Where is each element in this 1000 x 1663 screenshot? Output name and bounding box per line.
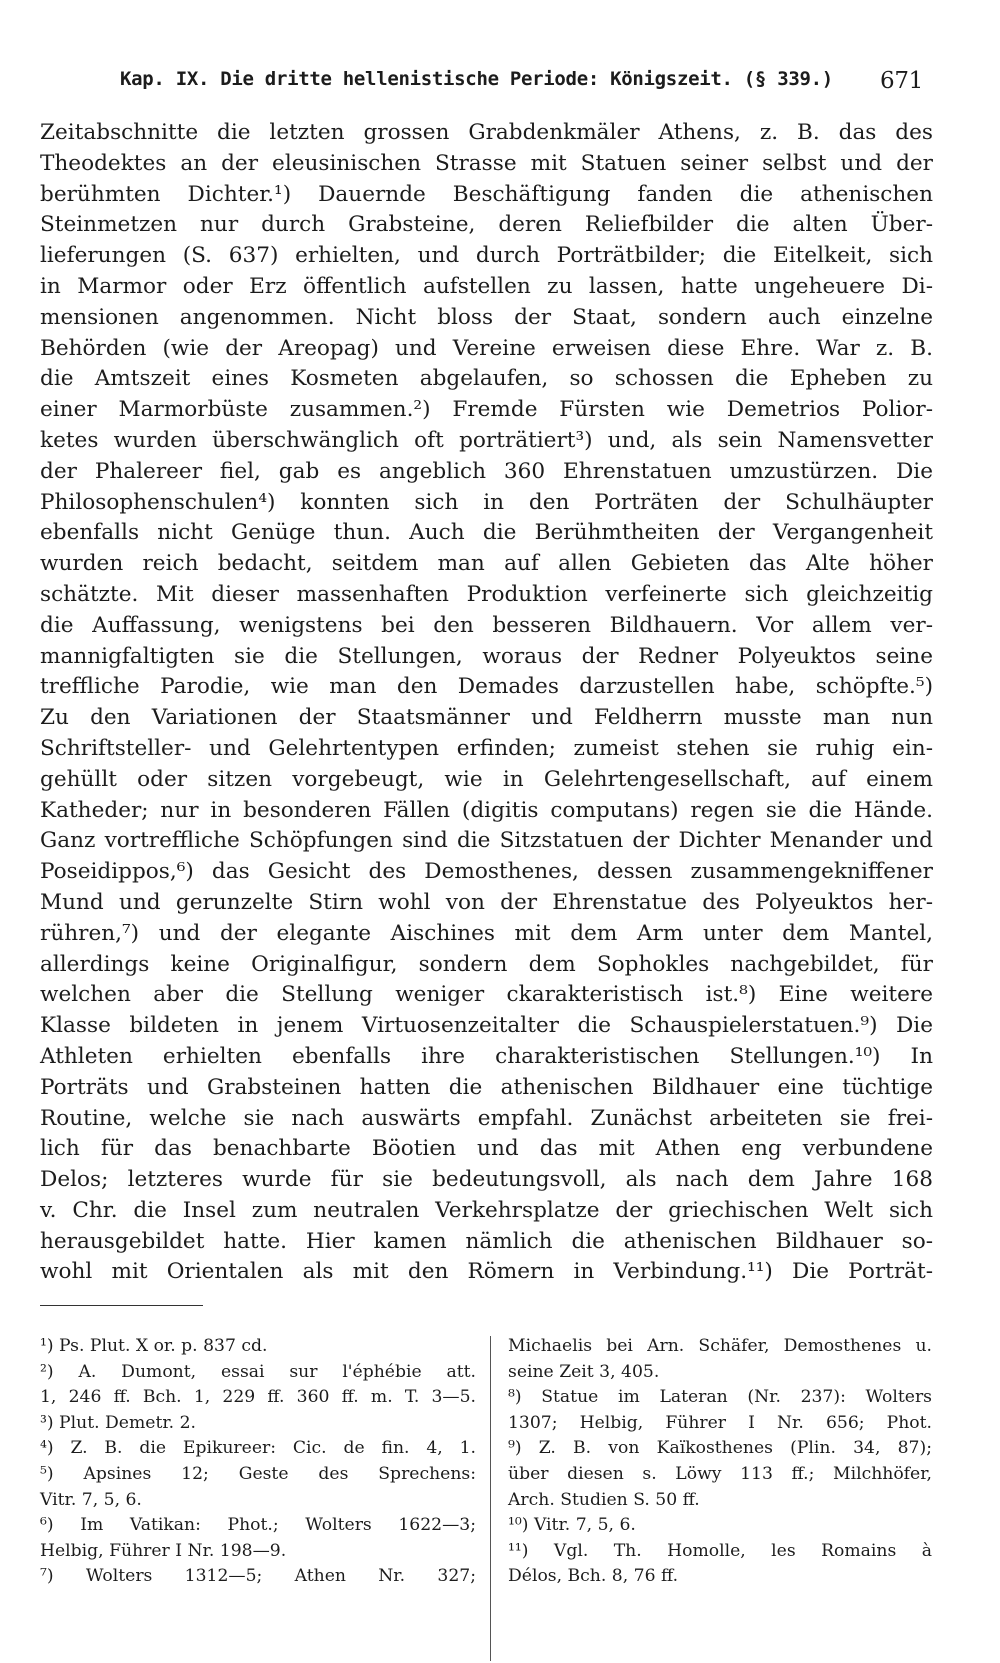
- footnote-line: Helbig, Führer I Nr. 198—9.: [40, 1540, 287, 1561]
- text-line: Zu den Variationen der Staatsmänner und Feldherrn musste man nun: [40, 705, 933, 731]
- text-line: Poseidippos,⁶) das Gesicht des Demosthenes, dessen zusammengekniffener: [40, 859, 933, 885]
- text-line: Behörden (wie der Areopag) und Vereine erweisen diese Ehre. War z. B.: [40, 335, 933, 361]
- text-line: allerdings keine Originalfigur, sondern dem Sophokles nachgebildet, für: [40, 951, 933, 977]
- footnote-line: ⁶) Im Vatikan: Phot.; Wolters 1622—3;: [40, 1515, 476, 1536]
- text-line: Theodektes an der eleusinischen Strasse mit Statuen seiner selbst und der: [40, 150, 933, 176]
- text-line: Porträts und Grabsteinen hatten die athenischen Bildhauer eine tüchtige: [40, 1074, 933, 1100]
- footnote-line: ¹) Ps. Plut. X or. p. 837 cd.: [40, 1336, 268, 1356]
- text-line: in Marmor oder Erz öffentlich aufstellen zu lassen, hatte ungeheuere Di-: [40, 273, 933, 299]
- text-line: wurden reich bedacht, seitdem man auf allen Gebieten das Alte höher: [40, 551, 933, 577]
- footnote-line: ⁷) Wolters 1312—5; Athen Nr. 327;: [40, 1566, 476, 1587]
- text-line: lieferungen (S. 637) erhielten, und durch Porträtbilder; die Eitelkeit, sich: [40, 243, 933, 269]
- footnote-line: 1, 246 ff. Bch. 1, 229 ff. 360 ff. m. T. 3—5.: [40, 1387, 476, 1408]
- text-line: herausgebildet hatte. Hier kamen nämlich die athenischen Bildhauer so-: [40, 1228, 933, 1254]
- footnote-line: ⁴) Z. B. die Epikureer: Cic. de fin. 4, 1.: [40, 1438, 476, 1459]
- footnote-column-divider: [490, 1336, 491, 1661]
- footnote-line: ³) Plut. Demetr. 2.: [40, 1412, 197, 1433]
- footnote-line: ⁹) Z. B. von Kaïkosthenes (Plin. 34, 87);: [508, 1438, 932, 1459]
- text-line: Steinmetzen nur durch Grabsteine, deren Reliefbilder die alten Über-: [40, 212, 933, 238]
- text-line: ebenfalls nicht Genüge thun. Auch die Berühmtheiten der Vergangenheit: [40, 520, 933, 546]
- text-line: Athleten erhielten ebenfalls ihre charakteristischen Stellungen.¹⁰) In: [40, 1043, 933, 1069]
- footnote-line: ⁸) Statue im Lateran (Nr. 237): Wolters: [508, 1387, 932, 1408]
- running-header: [120, 62, 923, 96]
- footnote-line: 1307; Helbig, Führer I Nr. 656; Phot.: [508, 1412, 932, 1433]
- text-line: die Amtszeit eines Kosmeten abgelaufen, so schossen die Epheben zu: [40, 366, 933, 392]
- footnote-line: ¹⁰) Vitr. 7, 5, 6.: [508, 1515, 636, 1536]
- footnote-line: Arch. Studien S. 50 ff.: [508, 1489, 700, 1510]
- text-line: einer Marmorbüste zusammen.²) Fremde Fürsten wie Demetrios Polior-: [40, 397, 933, 423]
- text-line: mensionen angenommen. Nicht bloss der Staat, sondern auch einzelne: [40, 304, 933, 330]
- text-line: lich für das benachbarte Böotien und das mit Athen eng verbundene: [40, 1136, 933, 1162]
- text-line: Mund und gerunzelte Stirn wohl von der Ehrenstatue des Polyeuktos her-: [40, 889, 933, 915]
- text-line: Schriftsteller- und Gelehrtentypen erfinden; zumeist stehen sie ruhig ein-: [40, 735, 933, 761]
- text-line: der Phalereer fiel, gab es angeblich 360 Ehrenstatuen umzustürzen. Die: [40, 458, 933, 484]
- text-line: Klasse bildeten in jenem Virtuosenzeitalter die Schauspielerstatuen.⁹) Die: [40, 1013, 933, 1039]
- text-line: wohl mit Orientalen als mit den Römern in Verbindung.¹¹) Die Porträt-: [40, 1259, 933, 1285]
- text-line: treffliche Parodie, wie man den Demades darzustellen habe, schöpfte.⁵): [40, 674, 933, 700]
- footnote-rule: [40, 1305, 203, 1306]
- footnote-line: ²) A. Dumont, essai sur l'éphébie att.: [40, 1361, 476, 1382]
- text-line: Delos; letzteres wurde für sie bedeutungsvoll, als nach dem Jahre 168: [40, 1167, 933, 1193]
- text-line: gehüllt oder sitzen vorgebeugt, wie in Gelehrtengesellschaft, auf einem: [40, 766, 933, 792]
- running-title: Kap. IX. Die dritte hellenistische Periode: Königszeit. (§ 339.): [120, 68, 833, 90]
- text-line: welchen aber die Stellung weniger ckarakteristisch ist.⁸) Eine weitere: [40, 982, 933, 1008]
- text-line: v. Chr. die Insel zum neutralen Verkehrsplatze der griechischen Welt sich: [40, 1197, 933, 1223]
- text-line: Ganz vortreffliche Schöpfungen sind die Sitzstatuen der Dichter Menander und: [40, 828, 933, 854]
- footnote-line: Michaelis bei Arn. Schäfer, Demosthenes u.: [508, 1336, 932, 1356]
- text-line: ketes wurden überschwänglich oft porträtiert³) und, als sein Namensvetter: [40, 427, 933, 453]
- footnotes-right-column: [508, 1334, 932, 1590]
- text-line: Zeitabschnitte die letzten grossen Grabdenkmäler Athens, z. B. das des: [40, 120, 933, 145]
- text-line: berühmten Dichter.¹) Dauernde Beschäftigung fanden die athenischen: [40, 181, 933, 207]
- footnote-line: ⁵) Apsines 12; Geste des Sprechens:: [40, 1463, 476, 1484]
- footnote-line: Délos, Bch. 8, 76 ff.: [508, 1566, 679, 1587]
- footnote-line: über diesen s. Löwy 113 ff.; Milchhöfer,: [508, 1463, 932, 1484]
- page-number: 671: [880, 68, 923, 94]
- text-line: die Auffassung, wenigstens bei den besseren Bildhauern. Vor allem ver-: [40, 612, 933, 638]
- text-line: rühren,⁷) und der elegante Aischines mit dem Arm unter dem Mantel,: [40, 920, 933, 946]
- text-line: Routine, welche sie nach auswärts empfahl. Zunächst arbeiteten sie frei-: [40, 1105, 933, 1131]
- footnote-line: Vitr. 7, 5, 6.: [40, 1489, 142, 1510]
- main-text: [40, 118, 933, 1288]
- text-line: Katheder; nur in besonderen Fällen (digitis computans) regen sie die Hände.: [40, 797, 933, 823]
- text-line: mannigfaltigten sie die Stellungen, woraus der Redner Polyeuktos seine: [40, 643, 933, 669]
- footnote-line: ¹¹) Vgl. Th. Homolle, les Romains à: [508, 1540, 932, 1561]
- footnotes-left-column: [40, 1334, 476, 1590]
- text-line: schätzte. Mit dieser massenhaften Produktion verfeinerte sich gleichzeitig: [40, 581, 933, 607]
- footnote-line: seine Zeit 3, 405.: [508, 1361, 660, 1382]
- text-line: Philosophenschulen⁴) konnten sich in den Porträten der Schulhäupter: [40, 489, 933, 515]
